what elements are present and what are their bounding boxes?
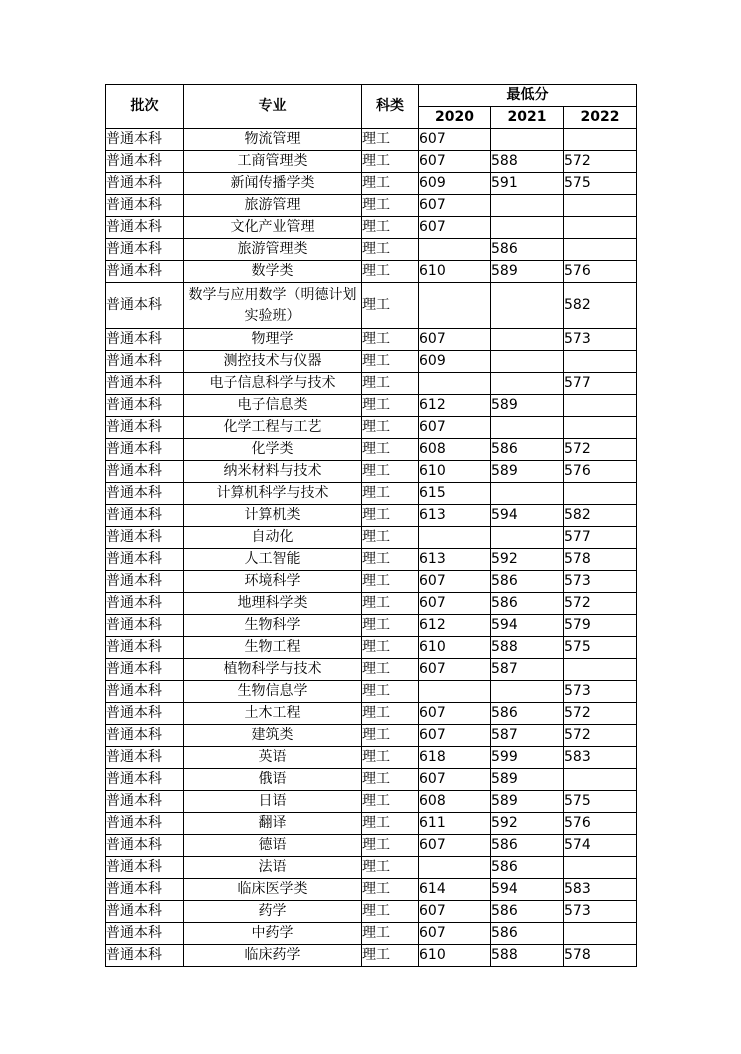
batch-cell: 普通本科 xyxy=(106,703,184,725)
subject-cell: 理工 xyxy=(362,129,419,151)
major-cell: 生物科学 xyxy=(184,615,362,637)
score-2022-cell: 575 xyxy=(564,637,637,659)
subject-cell: 理工 xyxy=(362,351,419,373)
subject-cell: 理工 xyxy=(362,483,419,505)
major-cell: 旅游管理 xyxy=(184,195,362,217)
batch-cell: 普通本科 xyxy=(106,945,184,967)
major-cell: 德语 xyxy=(184,835,362,857)
subject-cell: 理工 xyxy=(362,637,419,659)
score-2022-cell: 578 xyxy=(564,549,637,571)
subject-cell: 理工 xyxy=(362,261,419,283)
header-min-score: 最低分 xyxy=(419,85,637,107)
score-2022-cell: 572 xyxy=(564,151,637,173)
batch-cell: 普通本科 xyxy=(106,615,184,637)
batch-cell: 普通本科 xyxy=(106,151,184,173)
score-2021-cell: 587 xyxy=(491,725,564,747)
score-2021-cell: 586 xyxy=(491,239,564,261)
major-cell: 电子信息类 xyxy=(184,395,362,417)
batch-cell: 普通本科 xyxy=(106,681,184,703)
table-row xyxy=(106,879,637,901)
batch-cell: 普通本科 xyxy=(106,129,184,151)
subject-cell: 理工 xyxy=(362,901,419,923)
batch-cell: 普通本科 xyxy=(106,373,184,395)
batch-cell: 普通本科 xyxy=(106,659,184,681)
score-2022-cell: 573 xyxy=(564,681,637,703)
batch-cell: 普通本科 xyxy=(106,239,184,261)
header-subject: 科类 xyxy=(362,85,419,129)
major-cell: 文化产业管理 xyxy=(184,217,362,239)
table-row xyxy=(106,835,637,857)
score-2020-cell: 607 xyxy=(419,129,491,151)
score-2022-cell: 576 xyxy=(564,461,637,483)
batch-cell: 普通本科 xyxy=(106,549,184,571)
subject-cell: 理工 xyxy=(362,395,419,417)
table-row xyxy=(106,747,637,769)
batch-cell: 普通本科 xyxy=(106,329,184,351)
score-2020-cell: 618 xyxy=(419,747,491,769)
major-cell: 翻译 xyxy=(184,813,362,835)
score-2021-cell: 589 xyxy=(491,395,564,417)
batch-cell: 普通本科 xyxy=(106,261,184,283)
score-2022-cell: 573 xyxy=(564,901,637,923)
subject-cell: 理工 xyxy=(362,527,419,549)
major-cell: 物理学 xyxy=(184,329,362,351)
score-2020-cell: 610 xyxy=(419,945,491,967)
batch-cell: 普通本科 xyxy=(106,769,184,791)
score-2020-cell: 607 xyxy=(419,835,491,857)
subject-cell: 理工 xyxy=(362,945,419,967)
subject-cell: 理工 xyxy=(362,615,419,637)
score-2022-cell: 572 xyxy=(564,439,637,461)
table-row xyxy=(106,483,637,505)
score-2020-cell: 607 xyxy=(419,659,491,681)
major-cell: 数学类 xyxy=(184,261,362,283)
score-2022-cell: 572 xyxy=(564,725,637,747)
score-2021-cell xyxy=(491,483,564,505)
score-2020-cell: 615 xyxy=(419,483,491,505)
subject-cell: 理工 xyxy=(362,857,419,879)
score-2021-cell xyxy=(491,351,564,373)
score-2020-cell: 607 xyxy=(419,217,491,239)
score-2022-cell xyxy=(564,417,637,439)
table-row xyxy=(106,151,637,173)
major-cell: 日语 xyxy=(184,791,362,813)
batch-cell: 普通本科 xyxy=(106,923,184,945)
score-2022-cell xyxy=(564,239,637,261)
major-cell: 生物信息学 xyxy=(184,681,362,703)
score-2022-cell xyxy=(564,483,637,505)
subject-cell: 理工 xyxy=(362,373,419,395)
table-row xyxy=(106,217,637,239)
score-2020-cell xyxy=(419,681,491,703)
score-2021-cell: 592 xyxy=(491,813,564,835)
table-row xyxy=(106,195,637,217)
header-year-2021: 2021 xyxy=(491,107,564,129)
score-2022-cell xyxy=(564,195,637,217)
major-cell: 自动化 xyxy=(184,527,362,549)
batch-cell: 普通本科 xyxy=(106,217,184,239)
score-2021-cell: 588 xyxy=(491,151,564,173)
score-2021-cell: 588 xyxy=(491,945,564,967)
major-cell: 新闻传播学类 xyxy=(184,173,362,195)
batch-cell: 普通本科 xyxy=(106,747,184,769)
table-header xyxy=(106,85,637,129)
batch-cell: 普通本科 xyxy=(106,791,184,813)
table-row xyxy=(106,945,637,967)
batch-cell: 普通本科 xyxy=(106,571,184,593)
score-2022-cell: 579 xyxy=(564,615,637,637)
score-2021-cell xyxy=(491,217,564,239)
score-2022-cell: 576 xyxy=(564,813,637,835)
major-cell: 法语 xyxy=(184,857,362,879)
score-2021-cell: 586 xyxy=(491,439,564,461)
table-row xyxy=(106,769,637,791)
score-2020-cell: 614 xyxy=(419,879,491,901)
score-2020-cell: 608 xyxy=(419,439,491,461)
score-2021-cell: 589 xyxy=(491,769,564,791)
table-row xyxy=(106,659,637,681)
batch-cell: 普通本科 xyxy=(106,461,184,483)
table-row xyxy=(106,703,637,725)
score-2020-cell: 610 xyxy=(419,461,491,483)
score-2021-cell: 589 xyxy=(491,261,564,283)
subject-cell: 理工 xyxy=(362,879,419,901)
major-cell: 化学工程与工艺 xyxy=(184,417,362,439)
table-row xyxy=(106,813,637,835)
table-row xyxy=(106,615,637,637)
major-cell: 临床医学类 xyxy=(184,879,362,901)
score-2021-cell: 599 xyxy=(491,747,564,769)
score-2021-cell xyxy=(491,373,564,395)
table-row xyxy=(106,505,637,527)
subject-cell: 理工 xyxy=(362,505,419,527)
major-cell: 电子信息科学与技术 xyxy=(184,373,362,395)
header-batch: 批次 xyxy=(106,85,184,129)
subject-cell: 理工 xyxy=(362,571,419,593)
batch-cell: 普通本科 xyxy=(106,483,184,505)
header-year-2022: 2022 xyxy=(564,107,637,129)
score-2021-cell xyxy=(491,129,564,151)
subject-cell: 理工 xyxy=(362,217,419,239)
batch-cell: 普通本科 xyxy=(106,725,184,747)
table-row xyxy=(106,239,637,261)
score-2021-cell: 586 xyxy=(491,857,564,879)
score-2022-cell xyxy=(564,351,637,373)
score-2021-cell: 586 xyxy=(491,835,564,857)
batch-cell: 普通本科 xyxy=(106,173,184,195)
score-2020-cell: 607 xyxy=(419,901,491,923)
table-row xyxy=(106,791,637,813)
table-row xyxy=(106,549,637,571)
score-2020-cell: 607 xyxy=(419,329,491,351)
table-row xyxy=(106,461,637,483)
table-row xyxy=(106,351,637,373)
score-2020-cell: 608 xyxy=(419,791,491,813)
score-2021-cell xyxy=(491,681,564,703)
major-cell: 测控技术与仪器 xyxy=(184,351,362,373)
major-cell: 人工智能 xyxy=(184,549,362,571)
batch-cell: 普通本科 xyxy=(106,901,184,923)
score-2021-cell: 586 xyxy=(491,593,564,615)
score-2022-cell: 583 xyxy=(564,747,637,769)
table-row xyxy=(106,923,637,945)
score-2020-cell: 609 xyxy=(419,351,491,373)
batch-cell: 普通本科 xyxy=(106,283,184,329)
score-2020-cell: 607 xyxy=(419,769,491,791)
score-2021-cell: 592 xyxy=(491,549,564,571)
table-row xyxy=(106,129,637,151)
score-2021-cell xyxy=(491,417,564,439)
score-2020-cell: 607 xyxy=(419,417,491,439)
table-row xyxy=(106,283,637,329)
score-2022-cell: 583 xyxy=(564,879,637,901)
major-cell: 土木工程 xyxy=(184,703,362,725)
score-2022-cell: 575 xyxy=(564,173,637,195)
subject-cell: 理工 xyxy=(362,283,419,329)
score-2020-cell: 612 xyxy=(419,395,491,417)
score-2022-cell xyxy=(564,217,637,239)
subject-cell: 理工 xyxy=(362,835,419,857)
score-2022-cell xyxy=(564,923,637,945)
header-year-2020: 2020 xyxy=(419,107,491,129)
subject-cell: 理工 xyxy=(362,703,419,725)
score-2020-cell: 609 xyxy=(419,173,491,195)
table-row xyxy=(106,395,637,417)
batch-cell: 普通本科 xyxy=(106,527,184,549)
major-cell: 纳米材料与技术 xyxy=(184,461,362,483)
major-cell: 计算机类 xyxy=(184,505,362,527)
major-cell: 生物工程 xyxy=(184,637,362,659)
score-2020-cell: 607 xyxy=(419,703,491,725)
batch-cell: 普通本科 xyxy=(106,195,184,217)
table-row xyxy=(106,681,637,703)
score-2022-cell: 582 xyxy=(564,283,637,329)
score-2022-cell: 572 xyxy=(564,703,637,725)
score-2021-cell: 589 xyxy=(491,461,564,483)
score-2021-cell: 586 xyxy=(491,703,564,725)
score-2021-cell: 587 xyxy=(491,659,564,681)
score-2020-cell xyxy=(419,527,491,549)
table-row xyxy=(106,373,637,395)
score-2021-cell: 586 xyxy=(491,923,564,945)
score-2020-cell: 607 xyxy=(419,725,491,747)
score-2020-cell xyxy=(419,857,491,879)
table-body xyxy=(106,129,637,967)
score-2022-cell xyxy=(564,857,637,879)
score-2020-cell: 610 xyxy=(419,261,491,283)
table-row xyxy=(106,593,637,615)
major-cell: 建筑类 xyxy=(184,725,362,747)
major-cell: 旅游管理类 xyxy=(184,239,362,261)
score-2022-cell xyxy=(564,129,637,151)
score-2022-cell: 573 xyxy=(564,329,637,351)
table-row xyxy=(106,637,637,659)
batch-cell: 普通本科 xyxy=(106,857,184,879)
score-2022-cell: 577 xyxy=(564,527,637,549)
score-2021-cell: 594 xyxy=(491,879,564,901)
score-2021-cell: 594 xyxy=(491,505,564,527)
subject-cell: 理工 xyxy=(362,813,419,835)
header-major: 专业 xyxy=(184,85,362,129)
subject-cell: 理工 xyxy=(362,593,419,615)
batch-cell: 普通本科 xyxy=(106,879,184,901)
table-row xyxy=(106,571,637,593)
score-2021-cell: 588 xyxy=(491,637,564,659)
table-row xyxy=(106,173,637,195)
batch-cell: 普通本科 xyxy=(106,395,184,417)
score-2022-cell xyxy=(564,659,637,681)
batch-cell: 普通本科 xyxy=(106,637,184,659)
major-cell: 地理科学类 xyxy=(184,593,362,615)
score-2020-cell: 607 xyxy=(419,195,491,217)
score-2021-cell: 589 xyxy=(491,791,564,813)
admission-score-table xyxy=(105,84,637,967)
score-2021-cell: 586 xyxy=(491,571,564,593)
table-row xyxy=(106,439,637,461)
subject-cell: 理工 xyxy=(362,461,419,483)
score-2020-cell: 607 xyxy=(419,151,491,173)
batch-cell: 普通本科 xyxy=(106,505,184,527)
subject-cell: 理工 xyxy=(362,151,419,173)
score-2022-cell: 575 xyxy=(564,791,637,813)
score-2020-cell: 607 xyxy=(419,923,491,945)
score-2021-cell xyxy=(491,329,564,351)
score-2022-cell xyxy=(564,769,637,791)
table-row xyxy=(106,527,637,549)
subject-cell: 理工 xyxy=(362,681,419,703)
table-row xyxy=(106,261,637,283)
major-cell: 工商管理类 xyxy=(184,151,362,173)
subject-cell: 理工 xyxy=(362,549,419,571)
table-row xyxy=(106,901,637,923)
score-2021-cell: 586 xyxy=(491,901,564,923)
score-2022-cell: 573 xyxy=(564,571,637,593)
subject-cell: 理工 xyxy=(362,417,419,439)
score-2022-cell: 572 xyxy=(564,593,637,615)
major-cell: 计算机科学与技术 xyxy=(184,483,362,505)
subject-cell: 理工 xyxy=(362,923,419,945)
batch-cell: 普通本科 xyxy=(106,351,184,373)
score-2020-cell: 613 xyxy=(419,505,491,527)
score-2020-cell: 607 xyxy=(419,593,491,615)
batch-cell: 普通本科 xyxy=(106,835,184,857)
major-cell: 植物科学与技术 xyxy=(184,659,362,681)
subject-cell: 理工 xyxy=(362,439,419,461)
score-2020-cell xyxy=(419,373,491,395)
batch-cell: 普通本科 xyxy=(106,813,184,835)
score-2021-cell xyxy=(491,195,564,217)
score-2021-cell xyxy=(491,283,564,329)
subject-cell: 理工 xyxy=(362,659,419,681)
major-cell: 俄语 xyxy=(184,769,362,791)
score-2021-cell: 591 xyxy=(491,173,564,195)
subject-cell: 理工 xyxy=(362,747,419,769)
batch-cell: 普通本科 xyxy=(106,417,184,439)
major-cell: 物流管理 xyxy=(184,129,362,151)
score-2022-cell: 577 xyxy=(564,373,637,395)
batch-cell: 普通本科 xyxy=(106,439,184,461)
score-2020-cell xyxy=(419,239,491,261)
subject-cell: 理工 xyxy=(362,769,419,791)
score-2020-cell: 611 xyxy=(419,813,491,835)
score-2022-cell xyxy=(564,395,637,417)
major-cell: 临床药学 xyxy=(184,945,362,967)
major-cell: 环境科学 xyxy=(184,571,362,593)
major-cell: 药学 xyxy=(184,901,362,923)
subject-cell: 理工 xyxy=(362,173,419,195)
subject-cell: 理工 xyxy=(362,725,419,747)
table-row xyxy=(106,329,637,351)
subject-cell: 理工 xyxy=(362,791,419,813)
score-2021-cell: 594 xyxy=(491,615,564,637)
major-cell: 中药学 xyxy=(184,923,362,945)
table-row xyxy=(106,417,637,439)
score-2022-cell: 574 xyxy=(564,835,637,857)
major-cell: 英语 xyxy=(184,747,362,769)
batch-cell: 普通本科 xyxy=(106,593,184,615)
score-2022-cell: 578 xyxy=(564,945,637,967)
score-2021-cell xyxy=(491,527,564,549)
major-cell: 化学类 xyxy=(184,439,362,461)
table-row xyxy=(106,857,637,879)
subject-cell: 理工 xyxy=(362,329,419,351)
score-2022-cell: 576 xyxy=(564,261,637,283)
score-2020-cell: 613 xyxy=(419,549,491,571)
score-2022-cell: 582 xyxy=(564,505,637,527)
subject-cell: 理工 xyxy=(362,195,419,217)
score-2020-cell: 612 xyxy=(419,615,491,637)
table-row xyxy=(106,725,637,747)
score-2020-cell: 607 xyxy=(419,571,491,593)
score-2020-cell xyxy=(419,283,491,329)
major-cell: 数学与应用数学（明德计划实验班） xyxy=(184,283,362,329)
subject-cell: 理工 xyxy=(362,239,419,261)
score-2020-cell: 610 xyxy=(419,637,491,659)
